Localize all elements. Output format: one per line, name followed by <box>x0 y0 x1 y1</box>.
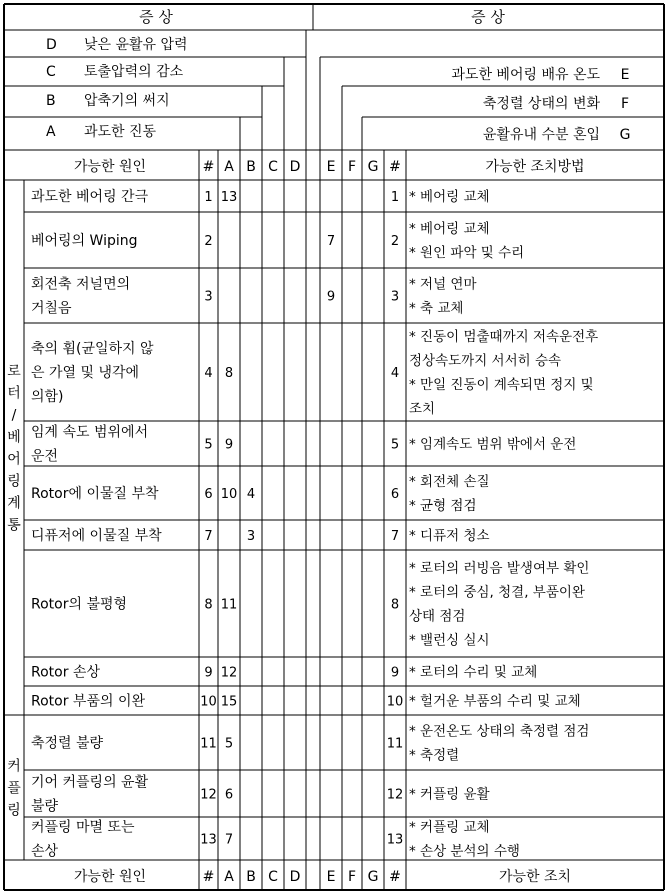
footer-g: G <box>367 869 379 885</box>
cause-text: 은 가열 및 냉각에 <box>31 365 140 381</box>
cause-text: 거칠음 <box>31 300 72 317</box>
column-header-g: G <box>367 159 379 175</box>
cause-text: Rotor의 불평형 <box>31 596 128 613</box>
symptom-label-A: 과도한 진동 <box>84 124 157 140</box>
symptom-code-A: A <box>46 124 56 140</box>
action-number: 13 <box>386 832 404 848</box>
action-number: 7 <box>390 529 400 544</box>
cause-text: Rotor 손상 <box>31 664 100 681</box>
action-text: * 만일 진동이 계속되면 정지 및 <box>409 377 594 393</box>
cause-text: 축의 휨(균일하지 않 <box>31 341 154 357</box>
column-header-cause: 가능한 원인 <box>73 159 147 175</box>
action-text: * 헐거운 부품의 수리 및 교체 <box>409 693 581 710</box>
action-number: 1 <box>390 190 400 205</box>
cause-number: 10 <box>200 694 217 710</box>
cause-text: 의함) <box>31 389 64 405</box>
action-text: * 균형 점검 <box>409 498 477 514</box>
symptom-rank-a: 9 <box>224 437 234 453</box>
cause-number: 2 <box>204 234 213 249</box>
cause-text: 축정렬 불량 <box>31 735 104 752</box>
footer-b: B <box>246 869 256 885</box>
symptom-rank-a: 10 <box>220 487 238 502</box>
symptom-rank-a: 8 <box>224 366 234 381</box>
cause-text: 손상 <box>31 843 59 860</box>
cause-text: 커플링 마멸 또는 <box>31 819 135 836</box>
symptom-label-E: 과도한 베어링 배유 온도 <box>451 67 600 83</box>
column-header-action: 가능한 조치방법 <box>485 159 585 175</box>
action-text: * 베어링 교체 <box>409 221 490 237</box>
footer-a: A <box>224 869 234 885</box>
symptom-label-C: 토출압력의 감소 <box>84 64 184 80</box>
column-header-e: E <box>326 159 336 175</box>
cause-text: 베어링의 Wiping <box>31 233 138 249</box>
cause-number: 7 <box>204 529 213 544</box>
symptom-code-B: B <box>46 93 56 109</box>
action-number: 6 <box>390 487 400 502</box>
cause-number: 11 <box>200 736 217 752</box>
action-number: 10 <box>386 694 404 710</box>
footer-num2: # <box>389 869 401 885</box>
cause-text: 과도한 베어링 간극 <box>31 189 149 205</box>
action-text: * 디퓨저 청소 <box>409 528 490 544</box>
symptom-label-G: 윤활유내 수분 혼입 <box>482 127 600 143</box>
action-number: 4 <box>390 366 400 381</box>
action-text: * 베어링 교체 <box>409 189 490 205</box>
table-text <box>7 8 630 885</box>
group-0-char: 베 <box>7 429 21 446</box>
symptom-code-D: D <box>46 37 57 53</box>
symptom-rank-a: 6 <box>224 787 234 803</box>
cause-number: 13 <box>200 832 217 848</box>
cause-text: 운전 <box>31 448 59 465</box>
symptom-rank-e: 7 <box>326 234 336 249</box>
cause-number: 12 <box>200 787 217 803</box>
symptom-rank-a: 15 <box>220 694 238 710</box>
symptom-rank-a: 7 <box>224 832 234 848</box>
symptom-rank-b: 4 <box>246 487 256 502</box>
cause-number: 1 <box>204 190 213 205</box>
symptom-code-E: E <box>620 67 630 83</box>
symptom-rank-a: 11 <box>220 597 238 613</box>
action-number: 3 <box>390 289 400 305</box>
action-text: * 축 교체 <box>409 300 464 317</box>
column-header-num: # <box>202 159 215 175</box>
action-text: * 로터의 수리 및 교체 <box>409 664 538 681</box>
column-header-num2: # <box>389 159 401 175</box>
action-number: 5 <box>390 437 400 453</box>
action-number: 12 <box>386 787 404 803</box>
cause-text: 임계 속도 범위에서 <box>31 424 149 441</box>
footer-e: E <box>326 869 336 885</box>
column-header-b: B <box>246 159 256 175</box>
symptom-rank-b: 3 <box>246 529 256 544</box>
cause-number: 3 <box>204 289 213 305</box>
action-number: 2 <box>390 234 400 249</box>
action-text: * 축정렬 <box>409 747 460 764</box>
action-text: * 진동이 멈출때까지 저속운전후 <box>409 329 599 345</box>
cause-number: 8 <box>204 597 213 613</box>
column-header-a: A <box>224 159 234 175</box>
action-text: * 저널 연마 <box>409 276 477 293</box>
footer-num: # <box>202 869 215 885</box>
action-text: * 임계속도 범위 밖에서 운전 <box>409 436 577 453</box>
action-text: * 커플링 교체 <box>409 819 490 836</box>
action-text: * 원인 파악 및 수리 <box>409 245 525 261</box>
action-number: 9 <box>390 665 400 681</box>
symptom-code-G: G <box>619 127 631 143</box>
symptom-rank-a: 5 <box>224 736 234 752</box>
symptom-label-D: 낮은 윤활유 압력 <box>84 37 188 53</box>
symptom-header-right: 증 상 <box>471 8 505 26</box>
symptom-label-F: 축정렬 상태의 변화 <box>482 96 600 112</box>
cause-text: 회전축 저널면의 <box>31 276 131 293</box>
cause-text: 불량 <box>31 798 59 815</box>
column-header-d: D <box>289 159 301 175</box>
cause-text: Rotor 부품의 이완 <box>31 693 145 710</box>
symptom-header-left: 증 상 <box>139 8 173 26</box>
group-0-char: 링 <box>7 473 21 490</box>
symptom-rank-a: 12 <box>220 665 238 681</box>
action-text: * 커플링 윤활 <box>409 786 490 803</box>
action-text: * 회전체 손질 <box>409 474 490 490</box>
cause-number: 9 <box>204 665 213 681</box>
group-0-char: 로 <box>7 363 21 380</box>
symptom-label-B: 압축기의 써지 <box>84 93 170 109</box>
action-number: 8 <box>390 597 400 613</box>
group-0-char: 어 <box>7 451 21 468</box>
footer-f: F <box>347 869 357 885</box>
footer-c: C <box>268 869 278 885</box>
group-1-char: 링 <box>7 802 21 819</box>
action-number: 11 <box>386 736 404 752</box>
action-text: * 손상 분석의 수행 <box>409 843 520 860</box>
action-text: * 운전온도 상태의 축정렬 점검 <box>409 723 590 740</box>
footer-cause: 가능한 원인 <box>73 869 147 885</box>
symptom-rank-a: 13 <box>220 190 238 205</box>
column-header-f: F <box>347 159 357 175</box>
cause-number: 6 <box>204 487 213 502</box>
cause-text: 기어 커플링의 윤활 <box>31 774 149 791</box>
symptom-code-C: C <box>46 64 56 80</box>
action-text: * 로터의 러빙음 발생여부 확인 <box>409 560 590 577</box>
action-text: * 로터의 중심, 청결, 부품이완 <box>409 584 585 601</box>
group-0-char: 계 <box>7 495 21 512</box>
group-1-char: 플 <box>7 780 21 797</box>
group-1-char: 커 <box>7 758 21 775</box>
group-0-char: / <box>11 407 17 424</box>
action-text: 조치 <box>409 401 436 417</box>
cause-text: 디퓨저에 이물질 부착 <box>31 528 162 544</box>
cause-number: 4 <box>204 366 213 381</box>
action-text: * 밸런싱 실시 <box>409 632 490 649</box>
symptom-rank-e: 9 <box>326 289 336 305</box>
cause-text: Rotor에 이물질 부착 <box>31 486 159 502</box>
cause-number: 5 <box>204 437 213 453</box>
action-text: 정상속도까지 서서히 승속 <box>409 353 562 369</box>
group-0-char: 터 <box>7 385 21 402</box>
footer-d: D <box>289 869 301 885</box>
symptom-code-F: F <box>620 96 630 112</box>
action-text: 상태 점검 <box>409 608 466 625</box>
column-header-c: C <box>268 159 278 175</box>
footer-action: 가능한 조치 <box>498 869 572 885</box>
group-0-char: 통 <box>7 517 21 534</box>
